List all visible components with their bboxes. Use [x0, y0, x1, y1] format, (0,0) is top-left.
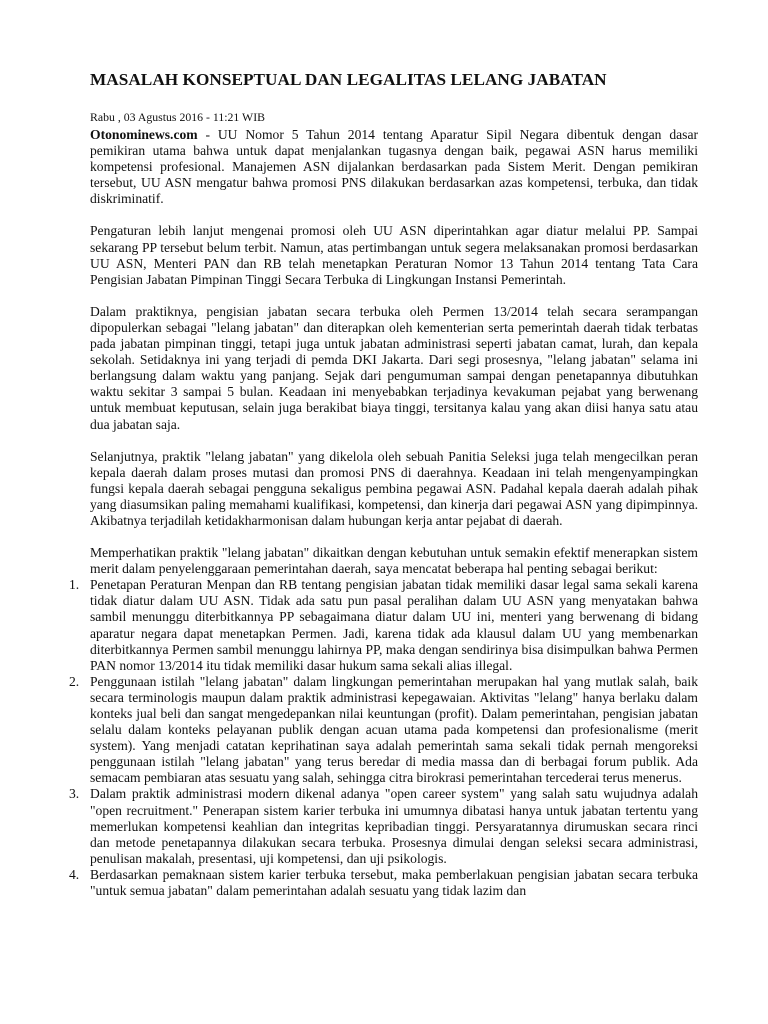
- source-name: Otonominews.com: [90, 127, 198, 142]
- paragraph: Dalam praktiknya, pengisian jabatan secara terbuka oleh Permen 13/2014 telah secara serampangan dipopulerkan sebagai "lelang jabatan" dan diterapkan oleh kementerian serta pemerintah daerah tidak terbatas pada jabatan pimpinan tinggi, tetapi juga untuk jabatan administrasi seperti jabatan camat, lurah, dan kepala sekolah. Setidaknya ini yang terjadi di pemda DKI Jakarta. Dari segi prosesnya, "lelang jabatan" selama ini berlangsung dalam waktu yang panjang. Sejak dari pengumuman sampai dengan penetapannya dibutuhkan waktu sekitar 3 sampai 5 bulan. Keadaan ini menyebabkan terjadinya kevakuman pejabat yang berwenang untuk membuat keputusan, selain juga berakibat biaya tinggi, tersitanya kalau yang akan diisi hanya satu atau dua jabatan saja.: [90, 303, 698, 432]
- list-item-number: 1.: [69, 577, 80, 593]
- list-item-number: 3.: [69, 786, 80, 802]
- list-item-text: Penetapan Peraturan Menpan dan RB tentang pengisian jabatan tidak memiliki dasar legal sama sekali karena tidak diatur dalam UU ASN. Tidak ada satu pun pasal peralihan dalam UU ASN yang menyatakan bahwa sambil menunggu diterbitkannya PP sebagaimana diatur dalam UU ini, menteri yang berwenang di bidang aparatur negara dapat menetapkan Permen. Jadi, karena tidak ada klausul dalam UU yang membenarkan diterbitkannya Permen sambil menunggu lahirnya PP, maka dengan sendirinya bisa disimpulkan bahwa Permen PAN nomor 13/2014 itu tidak memiliki dasar hukum sama sekali alias illegal.: [90, 577, 698, 673]
- paragraph: Selanjutnya, praktik "lelang jabatan" yang dikelola oleh sebuah Panitia Seleksi juga telah mengecilkan peran kepala daerah dalam proses mutasi dan promosi PNS di daerahnya. Keadaan ini telah mengenyampingkan fungsi kepala daerah sebagai pengguna sekaligus pembina pegawai ASN. Padahal kepala daerah adalah pihak yang diasumsikan paling memahami kualifikasi, kompetensi, dan kinerja dari pegawai ASN yang dipimpinnya. Akibatnya terjadilah ketidakharmonisan dalam hubungan kerja antar pejabat di daerah.: [90, 448, 698, 528]
- points-list: [69, 577, 698, 899]
- list-item-text: Penggunaan istilah "lelang jabatan" dalam lingkungan pemerintahan merupakan hal yang mutlak salah, baik secara terminologis maupun dalam praktik administrasi kepegawaian. Aktivitas "lelang" hanya berlaku dalam konteks jual beli dan sangat mengedepankan nilai keuntungan (profit). Dalam pemerintahan, pengisian jabatan selalu dalam konteks pelayanan publik dengan acuan utama pada kompetensi dan profesionalisme (merit system). Yang menjadi catatan keprihatinan saya adalah pemerintah sama sekali tidak pernah mengoreksi penggunaan istilah "lelang jabatan" yang terus beredar di media massa dan di berbagai forum publik. Ada semacam pembiaran atas sesuatu yang salah, sehingga citra birokrasi pemerintahan tercederai terus menerus.: [90, 673, 698, 786]
- paragraph: Memperhatikan praktik "lelang jabatan" dikaitkan dengan kebutuhan untuk semakin efektif menerapkan sistem merit dalam penyelenggaraan pemerintahan daerah, saya mencatat beberapa hal penting sebagai berikut:: [90, 545, 698, 577]
- intro-paragraph: [90, 127, 698, 207]
- list-item: [69, 577, 698, 674]
- list-item: [69, 674, 698, 787]
- list-item-number: 4.: [69, 866, 80, 882]
- intro-text: - UU Nomor 5 Tahun 2014 tentang Aparatur Sipil Negara dibentuk dengan dasar pemikiran utama bahwa untuk dapat menjalankan tugasnya dengan baik, pegawai ASN harus memiliki kompetensi profesional. Manajemen ASN dijalankan berdasarkan pada Sistem Merit. Dengan pemikiran tersebut, UU ASN mengatur bahwa promosi PNS dilakukan berdasarkan azas kompetensi, terbuka, dan tidak diskriminatif.: [90, 127, 698, 207]
- list-item-text: Dalam praktik administrasi modern dikenal adanya "open career system" yang salah satu wujudnya adalah "open recruitment." Penerapan sistem karier terbuka ini umumnya dibatasi hanya untuk jabatan tertentu yang memerlukan kompetensi keahlian dan integritas kepribadian tinggi. Persyaratannya dirumuskan secara rinci dan metode penetapannya dilakukan secara terbuka. Prosesnya dimulai dengan seleksi secara administrasi, penulisan makalah, presentasi, uji kompetensi, dan uji psikologis.: [90, 786, 698, 866]
- list-item: [69, 867, 698, 899]
- list-item-number: 2.: [69, 673, 80, 689]
- paragraph: Pengaturan lebih lanjut mengenai promosi oleh UU ASN diperintahkan agar diatur melalui PP. Sampai sekarang PP tersebut belum terbit. Namun, atas pertimbangan untuk segera melaksanakan promosi berdasarkan UU ASN, Menteri PAN dan RB telah menetapkan Peraturan Nomor 13 Tahun 2014 tentang Tata Cara Pengisian Jabatan Pimpinan Tinggi Secara Terbuka di Lingkungan Instansi Pemerintah.: [90, 223, 698, 287]
- article-title: MASALAH KONSEPTUAL DAN LEGALITAS LELANG JABATAN: [90, 70, 607, 89]
- list-item: [69, 786, 698, 866]
- article-body: [69, 70, 698, 899]
- list-item-text: Berdasarkan pemaknaan sistem karier terbuka tersebut, maka pemberlakuan pengisian jabatan secara terbuka "untuk semua jabatan" dalam pemerintahan adalah sesuatu yang tidak lazim dan: [90, 866, 698, 899]
- article-dateline: Rabu , 03 Agustus 2016 - 11:21 WIB: [90, 110, 265, 124]
